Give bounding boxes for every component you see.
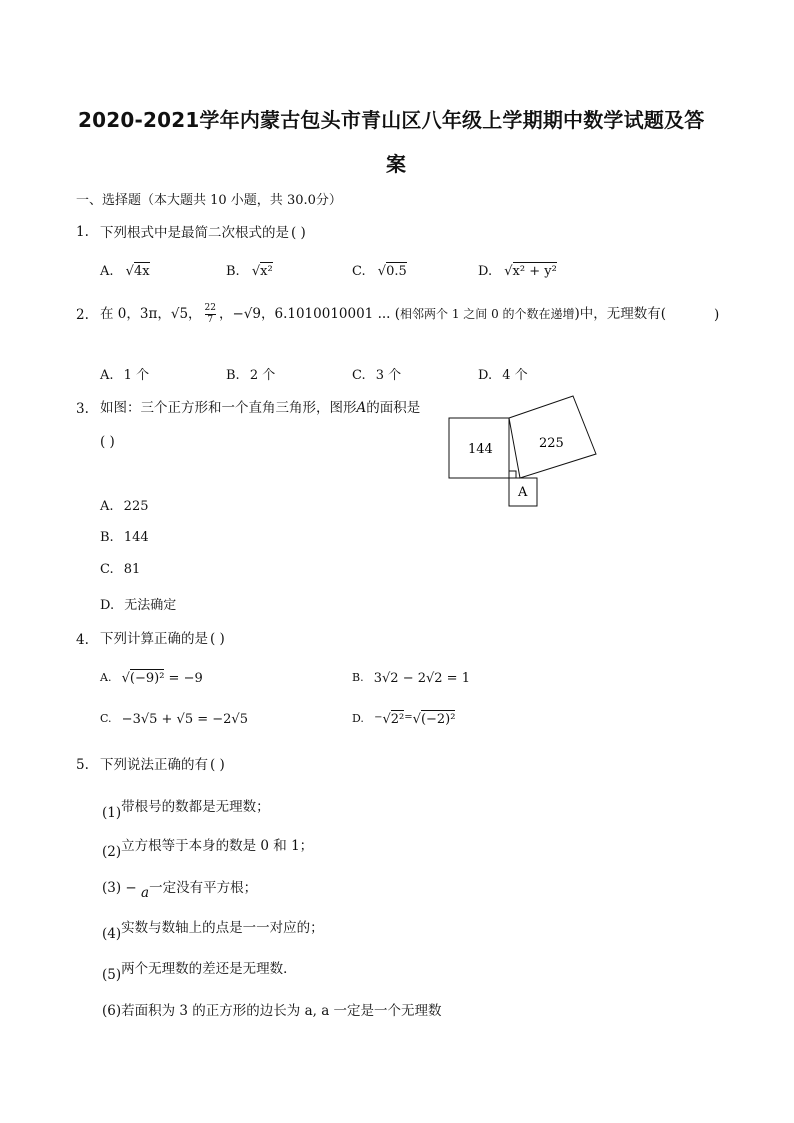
question-stem: 在 0，3π，√5， $\frac{22}{7}$ ，−√9，6.1010010001 ... (相邻两个 1 之间 0 的个数在递增)中，无理数有( [100, 303, 667, 325]
option-c[interactable]: $^{C.}$ −3√5 + √5 = −2√5 [100, 712, 248, 727]
label-144: 144 [468, 442, 493, 457]
answer-paren: ( ) [100, 434, 115, 450]
statement-4: (4)实数与数轴上的点是一一对应的； [102, 920, 324, 942]
question-stem: 如图：三个正方形和一个直角三角形，图形A的面积是 [100, 400, 421, 416]
squares-figure [440, 385, 610, 515]
option-b[interactable]: B. 2 个 [226, 368, 276, 383]
option-d[interactable]: $^{D.}$ −√2²=√(−2)² [352, 712, 456, 727]
answer-paren: ) [714, 307, 720, 323]
label-a: A [518, 485, 528, 500]
label-225: 225 [539, 436, 564, 451]
question-stem: 下列计算正确的是 ( ) [100, 631, 225, 647]
option-b[interactable]: $^{B.}$ 3√2 − 2√2 = 1 [352, 671, 470, 686]
statement-5: (5)两个无理数的差还是无理数． [102, 961, 297, 983]
option-b[interactable]: B. 144 [100, 530, 149, 545]
option-d[interactable]: D. 无法确定 [100, 598, 177, 613]
page-title: 2020-2021学年内蒙古包头市青山区八年级上学期期中数学试题及答 [78, 108, 705, 132]
question-number: 5. [76, 757, 89, 773]
section-heading: 一、选择题（本大题共 10 小题，共 30.0分） [76, 193, 342, 208]
question-stem: 下列根式中是最简二次根式的是 ( ) [100, 225, 306, 241]
option-a[interactable]: A. 225 [100, 499, 149, 514]
right-angle-mark [509, 471, 516, 478]
option-d[interactable]: D. √x² + y² [478, 264, 557, 279]
option-a[interactable]: $^{A.}$ √(−9)² = −9 [100, 671, 203, 686]
statement-2: (2)立方根等于本身的数是 0 和 1； [102, 838, 314, 860]
option-b[interactable]: B. √x² [226, 264, 273, 279]
option-a[interactable]: A. 1 个 [100, 368, 150, 383]
question-number: 2. [76, 307, 89, 323]
option-c[interactable]: C. 3 个 [352, 368, 402, 383]
question-number: 3. [76, 401, 89, 417]
question-stem: 下列说法正确的有 ( ) [100, 757, 225, 773]
page-title-continued: 案 [386, 152, 407, 176]
option-c[interactable]: C. 81 [100, 562, 141, 577]
question-number: 4. [76, 632, 89, 648]
option-a[interactable]: A. √4x [100, 264, 150, 279]
question-number: 1. [76, 224, 89, 240]
option-d[interactable]: D. 4 个 [478, 368, 528, 383]
statement-6: (6)若面积为 3 的正方形的边长为 a, a 一定是一个无理数 [102, 1003, 442, 1019]
statement-3: (3) − a一定没有平方根； [102, 880, 258, 901]
option-c[interactable]: C. √0.5 [352, 264, 407, 279]
statement-1: (1)带根号的数都是无理数； [102, 799, 270, 821]
